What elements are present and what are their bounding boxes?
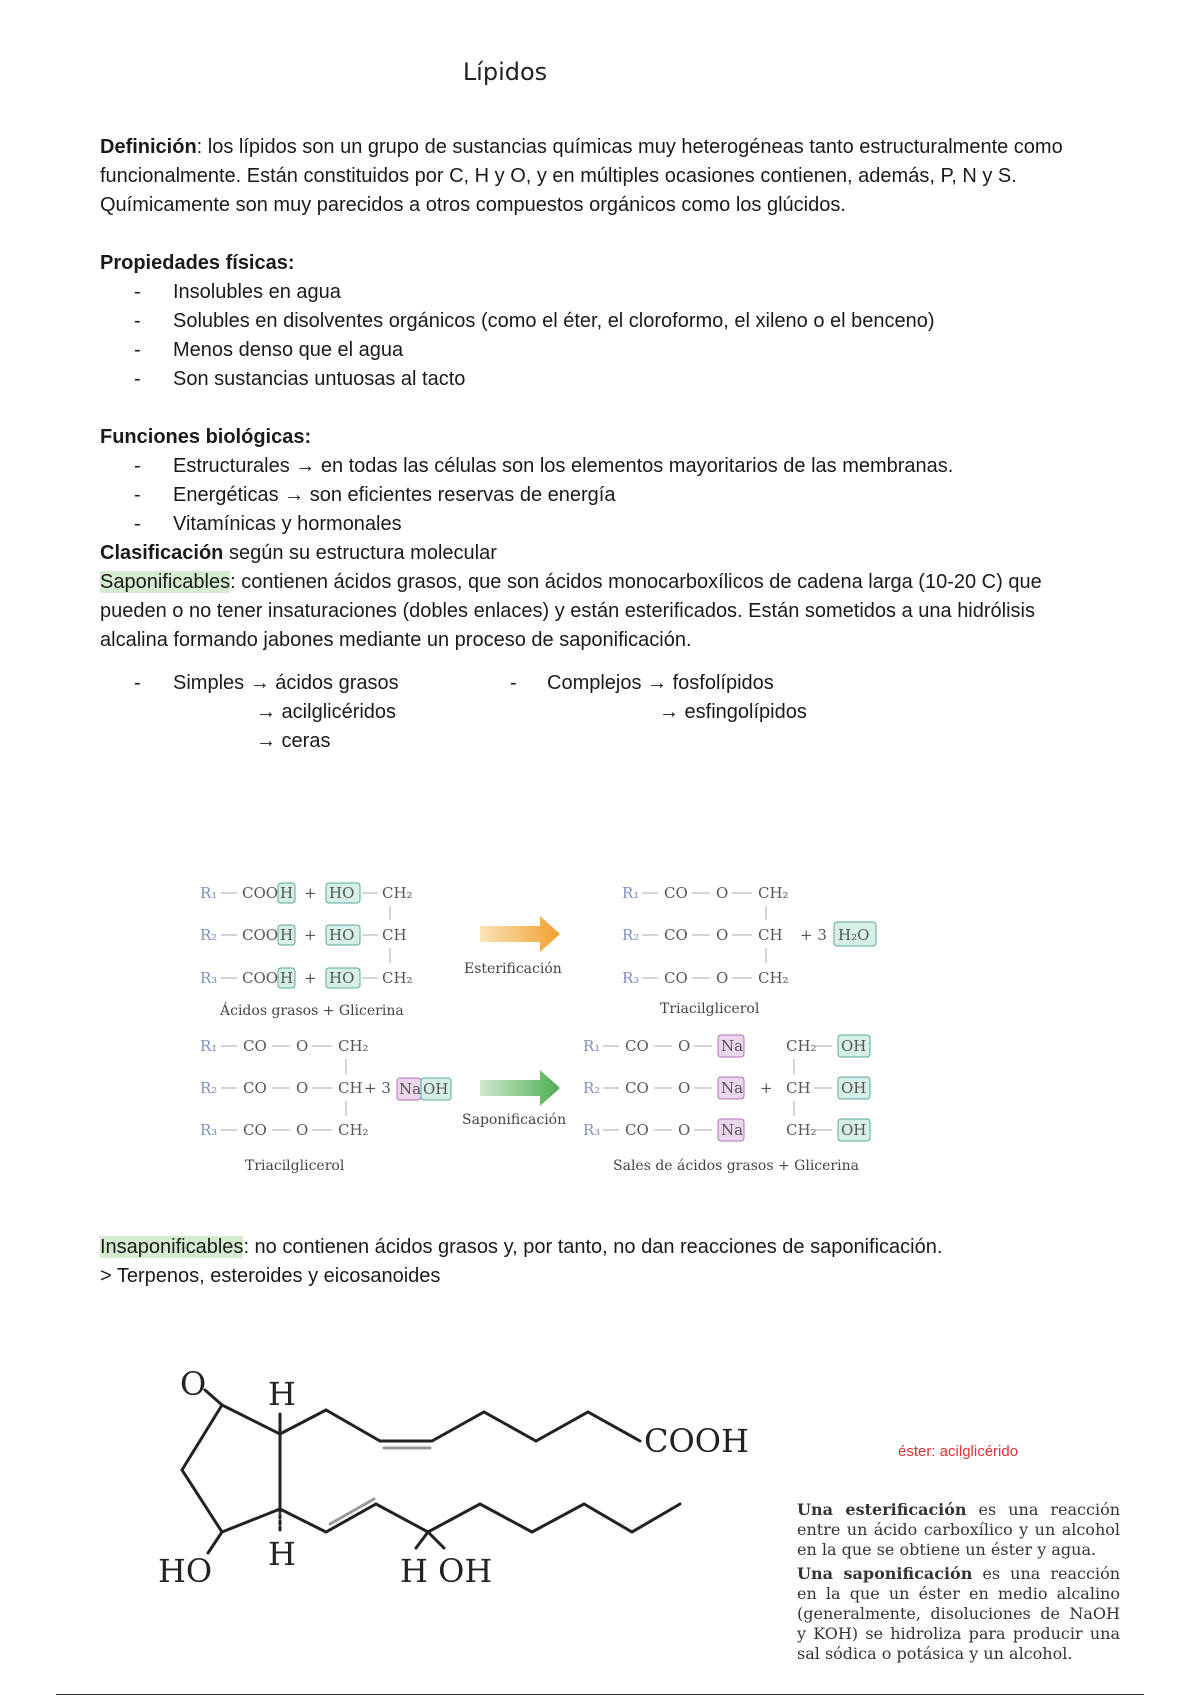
svg-text:OH: OH xyxy=(841,1121,867,1139)
caption-triacylglycerol-2: Triacilglicerol xyxy=(245,1158,345,1174)
dash-marker: - xyxy=(134,672,141,694)
definition-text: : los lípidos son un grupo de sustancias químicas muy heterogéneas tanto estructuralmente como funcionalmente. Están constituidos por C, H y O, y en múltiples ocasiones contienen, además, P, N y S. xyxy=(100,136,1063,187)
saponifiable-label: Saponificables xyxy=(100,571,231,593)
svg-text:+: + xyxy=(304,884,317,902)
caption-acids: Ácidos grasos + Glicerina xyxy=(220,1003,404,1019)
svg-text:CH₂: CH₂ xyxy=(786,1037,817,1055)
esterification-term: Una esterificación xyxy=(797,1500,967,1519)
svg-text:CH₂: CH₂ xyxy=(338,1037,369,1055)
svg-text:CH₂: CH₂ xyxy=(382,884,413,902)
svg-text:CO: CO xyxy=(243,1079,267,1097)
svg-text:R₃: R₃ xyxy=(622,969,640,987)
svg-text:CH: CH xyxy=(758,926,783,944)
svg-text:Na: Na xyxy=(721,1037,744,1055)
list-item: - Vitamínicas y hormonales xyxy=(134,510,1080,539)
classification-text: según su estructura molecular xyxy=(223,542,497,564)
svg-text:COO: COO xyxy=(242,926,279,944)
svg-text:Na: Na xyxy=(399,1080,422,1098)
svg-text:OH: OH xyxy=(841,1037,867,1055)
saponification-label: Saponificación xyxy=(462,1112,567,1128)
hydrogen-label: H xyxy=(268,1535,296,1573)
svg-text:HO: HO xyxy=(329,969,355,987)
carboxyl-label: COOH xyxy=(644,1422,749,1460)
list-item: - Estructurales → en todas las células son los elementos mayoritarios de las membranas. xyxy=(134,452,1080,481)
list-item: - Energéticas → son eficientes reservas de energía xyxy=(134,481,1080,510)
saponification-definition xyxy=(797,1564,1120,1664)
list-item: - Son sustancias untuosas al tacto xyxy=(134,365,1080,394)
svg-text:CH: CH xyxy=(338,1079,363,1097)
svg-text:CH₂: CH₂ xyxy=(382,969,413,987)
page-title: Lípidos xyxy=(462,58,548,86)
svg-text:R₁: R₁ xyxy=(200,1037,218,1055)
definitions-box xyxy=(797,1500,1120,1668)
list-item: - Menos denso que el agua xyxy=(134,336,1080,365)
svg-text:R₂: R₂ xyxy=(200,926,218,944)
hydroxyl-label: HO xyxy=(158,1552,213,1590)
list-item: - Insolubles en agua xyxy=(134,278,1080,307)
esterification-label: Esterificación xyxy=(464,961,562,977)
dash-marker: - xyxy=(510,672,517,694)
svg-text:R₁: R₁ xyxy=(583,1037,601,1055)
simple-lipids-line: Simples → ácidos grasos xyxy=(173,672,399,694)
svg-text:Na: Na xyxy=(721,1079,744,1097)
svg-text:R₂: R₂ xyxy=(583,1079,601,1097)
svg-text:+ 3: + 3 xyxy=(800,926,827,944)
svg-text:H: H xyxy=(280,884,294,902)
svg-text:H: H xyxy=(280,969,294,987)
svg-text:OH: OH xyxy=(423,1080,449,1098)
svg-text:CO: CO xyxy=(625,1121,649,1139)
svg-text:CO: CO xyxy=(664,884,688,902)
svg-text:CH₂: CH₂ xyxy=(758,884,789,902)
classification-label: Clasificación xyxy=(100,542,224,564)
hydrogen-label: H xyxy=(268,1375,296,1413)
svg-text:O: O xyxy=(716,884,729,902)
saponification-text: es una reacción en la que un éster en medio alcalino (generalmente, disoluciones de NaOH y KOH) se hidroliza para producir una sal sódica o potásica y un alcohol. xyxy=(797,1564,1120,1663)
esterification-definition xyxy=(797,1500,1120,1560)
insaponifiable-label: Insaponificables xyxy=(100,1236,244,1258)
svg-text:CH₂: CH₂ xyxy=(338,1121,369,1139)
simple-lipids-line: → acilglicéridos xyxy=(256,701,397,723)
svg-text:CO: CO xyxy=(664,969,688,987)
svg-text:R₂: R₂ xyxy=(200,1079,218,1097)
svg-text:R₃: R₃ xyxy=(200,1121,218,1139)
svg-text:CO: CO xyxy=(664,926,688,944)
svg-text:O: O xyxy=(296,1079,309,1097)
esterification-text: es una reacción entre un ácido carboxílico y un alcohol en la que se obtiene un éster y agua. xyxy=(797,1500,1120,1559)
svg-text:R₃: R₃ xyxy=(200,969,218,987)
svg-text:O: O xyxy=(716,926,729,944)
svg-text:R₁: R₁ xyxy=(622,884,640,902)
insaponifiable-examples: > Terpenos, esteroides y eicosanoides xyxy=(100,1265,441,1287)
simple-lipids-line: → ceras xyxy=(256,730,331,752)
svg-text:R₂: R₂ xyxy=(622,926,640,944)
svg-text:CH: CH xyxy=(382,926,407,944)
list-item: - Solubles en disolventes orgánicos (como el éter, el cloroformo, el xileno o el benceno) xyxy=(134,307,1080,336)
svg-text:+: + xyxy=(304,926,317,944)
complex-lipids-line: → esfingolípidos xyxy=(659,701,807,723)
svg-text:+: + xyxy=(304,969,317,987)
svg-text:CH: CH xyxy=(786,1079,811,1097)
definition-label: Definición xyxy=(100,136,197,158)
svg-text:CO: CO xyxy=(243,1037,267,1055)
svg-text:CH₂: CH₂ xyxy=(758,969,789,987)
svg-text:+: + xyxy=(760,1079,773,1097)
physical-properties-heading: Propiedades físicas: xyxy=(100,252,295,274)
ketone-oxygen-label: O xyxy=(180,1365,207,1403)
insaponifiable-text: : no contienen ácidos grasos y, por tanto, no dan reacciones de saponificación. xyxy=(243,1236,943,1258)
definition-paragraph-2: Químicamente son muy parecidos a otros compuestos orgánicos como los glúcidos. xyxy=(100,194,846,216)
svg-text:O: O xyxy=(678,1079,691,1097)
svg-text:CH₂: CH₂ xyxy=(786,1121,817,1139)
svg-text:COO: COO xyxy=(242,884,279,902)
svg-text:HO: HO xyxy=(329,884,355,902)
svg-text:R₃: R₃ xyxy=(583,1121,601,1139)
svg-text:CO: CO xyxy=(625,1037,649,1055)
svg-text:OH: OH xyxy=(841,1079,867,1097)
svg-text:HO: HO xyxy=(329,926,355,944)
svg-text:O: O xyxy=(716,969,729,987)
complex-lipids-line: Complejos → fosfolípidos xyxy=(547,672,774,694)
svg-text:O: O xyxy=(296,1121,309,1139)
biological-functions-heading: Funciones biológicas: xyxy=(100,426,312,448)
saponification-term: Una saponificación xyxy=(797,1564,973,1583)
svg-text:Na: Na xyxy=(721,1121,744,1139)
svg-text:COO: COO xyxy=(242,969,279,987)
caption-salts: Sales de ácidos grasos + Glicerina xyxy=(613,1158,859,1174)
caption-triacylglycerol: Triacilglicerol xyxy=(660,1001,760,1017)
svg-text:CO: CO xyxy=(625,1079,649,1097)
svg-text:R₁: R₁ xyxy=(200,884,218,902)
svg-text:H: H xyxy=(280,926,294,944)
h-oh-label: H OH xyxy=(400,1552,493,1590)
svg-text:O: O xyxy=(678,1037,691,1055)
saponifiable-text: : contienen ácidos grasos, que son ácidos monocarboxílicos de cadena larga (10-20 C) que pueden o no tener insaturaciones (dobles enlaces) y están esterificados. Están sometidos a una hidrólisis alcalina formando jabones mediante un proceso de saponificación. xyxy=(100,571,1042,651)
svg-text:O: O xyxy=(678,1121,691,1139)
svg-text:O: O xyxy=(296,1037,309,1055)
bottom-divider xyxy=(56,1694,1144,1695)
svg-text:+ 3: + 3 xyxy=(364,1079,391,1097)
ester-note: éster: acilglicérido xyxy=(898,1443,1019,1460)
svg-text:H₂O: H₂O xyxy=(838,926,870,944)
svg-text:CO: CO xyxy=(243,1121,267,1139)
